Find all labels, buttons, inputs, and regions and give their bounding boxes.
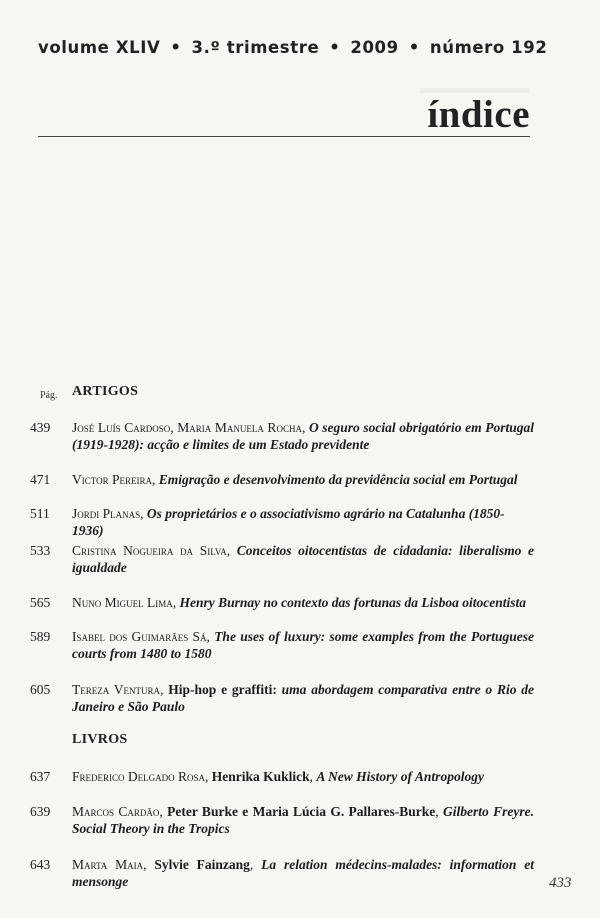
entry-page-number: 471: [30, 472, 51, 487]
book-title: La relation médecins-malades: information et mensonge: [72, 857, 534, 889]
page-column-label: Pág.: [40, 390, 58, 401]
book-title: Gilberto Freyre. Social Theory in the Tropics: [72, 804, 534, 836]
separator-bullet: •: [408, 38, 420, 57]
year-label: 2009: [350, 38, 399, 57]
page-number: 433: [549, 875, 572, 891]
index-page: volume XLIV • 3.º trimestre • 2009 • número 192 índice Pág. ARTIGOS 439 José Luís Cardoso, Maria Manuela Rocha, O seguro social obrigatório em Portugal (1919-1928): acção e limites de um Estado previdente 471 Victor Pereira, Emigração e desenvolvimento da previdência social em Portugal 511 Jordi Planas, Os proprietários e o associativismo agrário na Catalunha (1850-1936) 533 Cristina Nogueira da Silva, Conceitos oitocentistas de cidadania: liberalismo e igualdade 565 Nuno Miguel Lima, Henry Burnay no contexto das fortunas da Lisboa oitocentista 589 Isabel dos Guimarães Sá, The uses of luxury: some examples from the Portuguese courts from 1480 to 1580 605 Tereza Ventura, Hip-hop e graffiti: uma abordagem comparativa entre o Rio de Janeiro e São Paulo LIVROS 637 Frederico Delgado Rosa, Henrika Kuklick, A New History of Antropology 639 Marcos Cardão, Peter Burke e Maria Lúcia G. Pallares-Burke, Gilberto Freyre. Social Theory in the Tropics 643 Marta Maia, Sylvie Fainzang, La relation médecins-malades: information et mensonge 433: [30, 38, 572, 891]
entry-page-number: 637: [30, 769, 51, 784]
book-author: Sylvie Fainzang: [154, 857, 250, 872]
entry-page-number: 589: [30, 629, 51, 644]
entry-authors: Nuno Miguel Lima: [72, 595, 173, 610]
entry-page-number: 511: [30, 506, 50, 521]
book-author: Peter Burke e Maria Lúcia G. Pallares-Burke: [167, 804, 436, 819]
entry-authors: Tereza Ventura: [72, 682, 161, 697]
entry-page-number: 439: [30, 420, 51, 435]
entry-title: The uses of luxury: some examples from the Portuguese courts from 1480 to 1580: [72, 629, 535, 661]
entry-authors: Isabel dos Guimarães Sá: [72, 629, 207, 644]
entry-title: O seguro social obrigatório em Portugal (1919-1928): acção e limites de um Estado previdente: [72, 420, 534, 452]
separator-bullet: •: [329, 38, 341, 57]
section-heading-books: LIVROS: [72, 732, 128, 747]
issue-label: número 192: [429, 38, 548, 57]
journal-masthead: [38, 38, 547, 57]
entry-title: Emigração e desenvolvimento da previdência social em Portugal: [158, 472, 518, 487]
entry-authors: Victor Pereira: [72, 472, 152, 487]
entry-title: Henry Burnay no contexto das fortunas da Lisboa oitocentista: [179, 595, 527, 610]
entry-authors: Cristina Nogueira da Silva: [72, 543, 227, 558]
book-title: A New History of Antropology: [316, 769, 484, 784]
entry-title-lead: Hip-hop e graffiti:: [168, 682, 277, 697]
quarter-label: 3.º trimestre: [191, 38, 320, 57]
entry-title: Os proprietários e o associativismo agrário na Catalunha (1850-1936): [72, 506, 505, 538]
entry-page-number: 639: [30, 804, 51, 819]
entry-page-number: 605: [30, 682, 51, 697]
page-title: índice: [427, 93, 530, 136]
entry-title: Conceitos oitocentistas de cidadania: liberalismo e igualdade: [72, 543, 534, 575]
entry-title: uma abordagem comparativa entre o Rio de Janeiro e São Paulo: [72, 682, 535, 714]
entry-page-number: 533: [30, 543, 51, 558]
review-author: Marcos Cardão: [72, 804, 160, 819]
book-author: Henrika Kuklick: [211, 769, 310, 784]
title-rule: [38, 136, 530, 137]
entry-page-number: 643: [30, 857, 51, 872]
separator-bullet: •: [170, 38, 182, 57]
review-author: Frederico Delgado Rosa: [72, 769, 206, 784]
entry-page-number: 565: [30, 595, 51, 610]
volume-label: volume XLIV: [38, 38, 161, 57]
entry-authors: José Luís Cardoso, Maria Manuela Rocha: [72, 420, 302, 435]
entry-authors: Jordi Planas: [72, 506, 141, 521]
section-heading-articles: ARTIGOS: [72, 384, 139, 399]
review-author: Marta Maia: [72, 857, 144, 872]
